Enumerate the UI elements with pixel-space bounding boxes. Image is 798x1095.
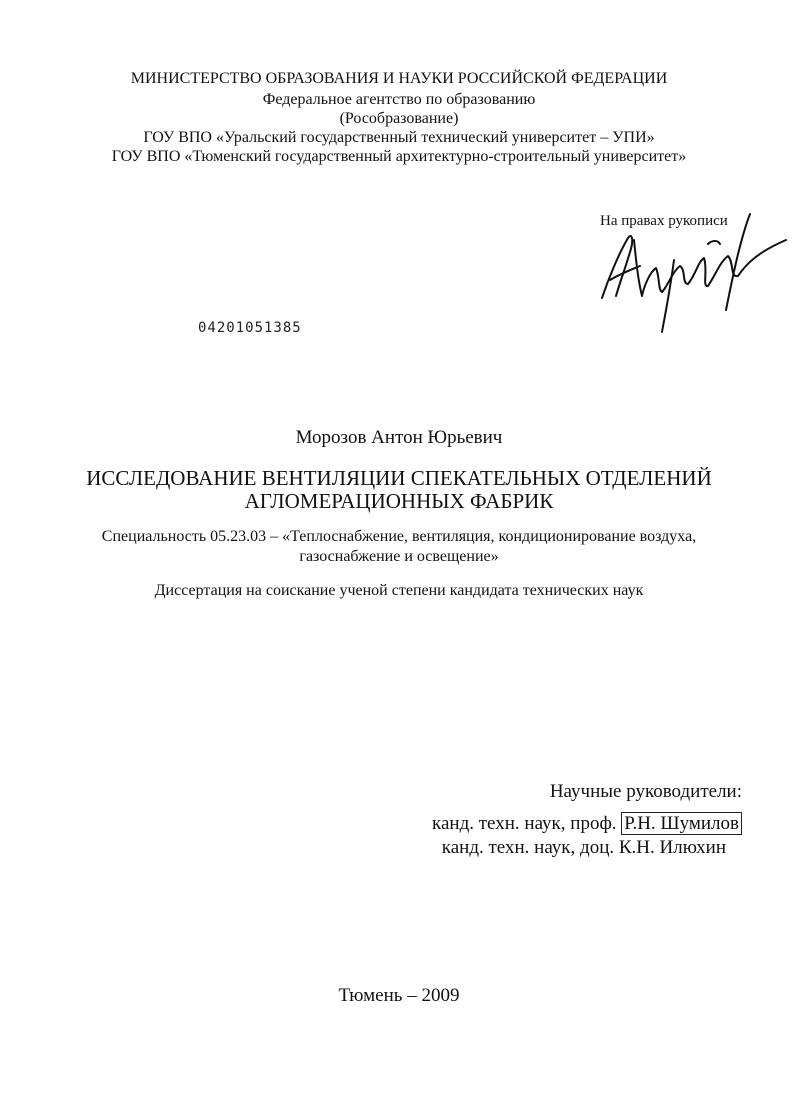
university-ustu-line: ГОУ ВПО «Уральский государственный технический университет – УПИ» xyxy=(143,129,655,146)
supervisor-first-name: Р.Н. Шумилов xyxy=(621,812,742,835)
university-tgasu-line: ГОУ ВПО «Тюменский государственный архитектурно-строительный университет» xyxy=(111,148,687,165)
dissertation-degree-note: Диссертация на соискание ученой степени кандидата технических наук xyxy=(154,582,644,599)
supervisor-first xyxy=(432,813,742,835)
dissertation-title-line1: ИССЛЕДОВАНИЕ ВЕНТИЛЯЦИИ СПЕКАТЕЛЬНЫХ ОТДЕЛЕНИЙ xyxy=(86,466,712,490)
catalog-serial-number: 04201051385 xyxy=(198,320,302,336)
specialty-line1: Специальность 05.23.03 – «Теплоснабжение, вентиляция, кондиционирование воздуха, xyxy=(101,528,697,545)
author-name: Морозов Антон Юрьевич xyxy=(295,427,503,448)
manuscript-rights-note: На правах рукописи xyxy=(600,213,728,229)
supervisors-heading: Научные руководители: xyxy=(549,781,742,802)
specialty-line2: газоснабжение и освещение» xyxy=(299,548,499,565)
supervisor-second: канд. техн. наук, доц. К.Н. Илюхин xyxy=(441,837,726,858)
city-year: Тюмень – 2009 xyxy=(338,985,460,1006)
dissertation-title-line2: АГЛОМЕРАЦИОННЫХ ФАБРИК xyxy=(244,489,554,513)
agency-short-line: (Рособразование) xyxy=(339,110,459,127)
supervisor-first-title: канд. техн. наук, проф. xyxy=(432,813,617,834)
agency-line: Федеральное агентство по образованию xyxy=(262,91,536,108)
author-signature xyxy=(590,200,790,340)
ministry-heading: МИНИСТЕРСТВО ОБРАЗОВАНИЯ И НАУКИ РОССИЙСКОЙ ФЕДЕРАЦИИ xyxy=(130,70,668,87)
